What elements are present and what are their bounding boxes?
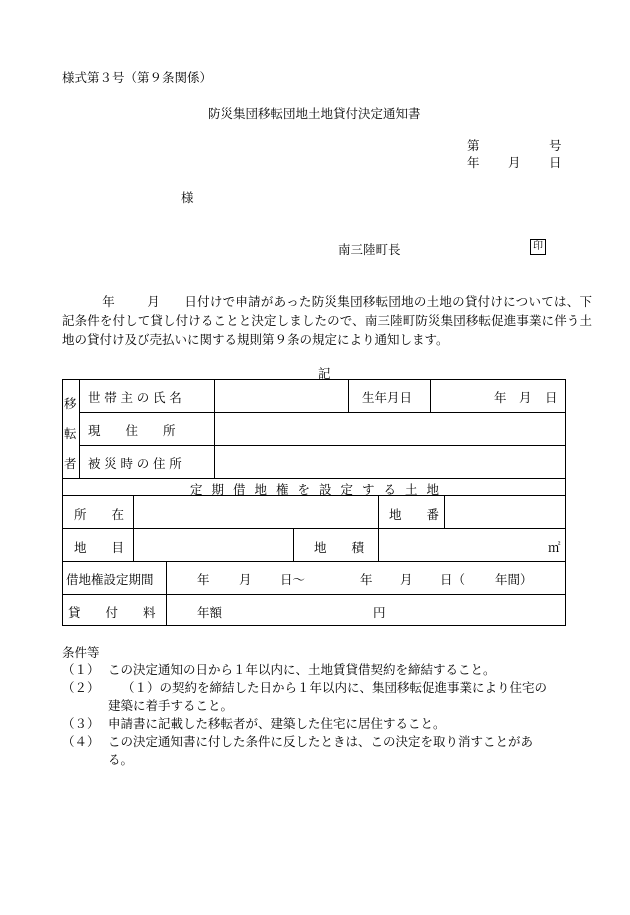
mover-label-3: 者 bbox=[64, 456, 77, 471]
conditions-header: 条件等 bbox=[62, 645, 100, 660]
form-number: 様式第３号（第９条関係） bbox=[62, 70, 213, 85]
period-end-day: 日（ bbox=[440, 572, 466, 587]
location-label: 所 在 bbox=[74, 507, 125, 522]
householder-name-label: 世帯主の氏名 bbox=[88, 390, 186, 405]
lot-number-label: 地 番 bbox=[389, 507, 440, 522]
body-text: 日付けで申請があった防災集団移転団地の土地の貸付けについては、下記条件を付して貸し付けることと決定しましたので、南三陸町防災集団移転促進事業に伴う土地の貸付け及び売払いに関する規則第９条の規定により通知します。 bbox=[62, 294, 592, 347]
birth-month: 月 bbox=[519, 390, 532, 405]
body-month: 月 bbox=[147, 294, 161, 309]
period-start-year: 年 bbox=[197, 572, 210, 587]
date-year: 年 bbox=[467, 155, 480, 170]
addressee-suffix: 様 bbox=[181, 190, 194, 205]
condition-item-4 bbox=[62, 733, 602, 769]
date-month: 月 bbox=[508, 155, 521, 170]
condition-number: （３） bbox=[62, 716, 100, 731]
condition-item-2 bbox=[62, 679, 602, 715]
rent-annual-label: 年額 bbox=[197, 605, 223, 620]
condition-number: （４） bbox=[62, 734, 100, 749]
condition-text: この決定通知書に付した条件に反したときは、この決定を取り消すことがあ bbox=[108, 734, 534, 749]
condition-item-3 bbox=[62, 715, 602, 733]
period-end-month: 月 bbox=[400, 572, 413, 587]
birth-year: 年 bbox=[494, 390, 507, 405]
condition-text-continued: 建築に着手すること。 bbox=[108, 698, 234, 713]
condition-item-1 bbox=[62, 661, 602, 679]
land-section-header: 定期借地権を設定する土地 bbox=[190, 482, 449, 497]
rent-yen: 円 bbox=[373, 605, 386, 620]
mover-label-1: 移 bbox=[64, 396, 77, 411]
period-end-year: 年 bbox=[360, 572, 373, 587]
birth-day: 日 bbox=[545, 390, 558, 405]
period-start-day: 日～ bbox=[280, 572, 306, 587]
doc-number-prefix: 第 bbox=[467, 138, 480, 153]
mover-label-2: 転 bbox=[64, 426, 77, 441]
body-year: 年 bbox=[102, 294, 116, 309]
issuer-name: 南三陸町長 bbox=[338, 242, 401, 257]
condition-text-continued: る。 bbox=[108, 752, 134, 767]
period-years: 年間） bbox=[495, 572, 533, 587]
condition-number: （２） bbox=[62, 680, 100, 695]
lease-period-label: 借地権設定期間 bbox=[66, 572, 154, 587]
area-unit: ㎡ bbox=[548, 540, 561, 555]
doc-number-suffix: 号 bbox=[549, 138, 562, 153]
ki-label: 記 bbox=[318, 366, 331, 381]
area-label: 地 積 bbox=[314, 540, 365, 555]
condition-text: 申請書に記載した移転者が、建築した住宅に居住すること。 bbox=[108, 716, 446, 731]
rent-label: 貸 付 料 bbox=[68, 605, 156, 620]
birth-date-label: 生年月日 bbox=[362, 390, 413, 405]
disaster-address-label: 被災時の住所 bbox=[88, 456, 186, 471]
condition-text: この決定通知の日から１年以内に、土地賃貸借契約を締結すること。 bbox=[108, 662, 496, 677]
seal-mark: 印 bbox=[530, 239, 546, 255]
condition-number: （１） bbox=[62, 662, 100, 677]
period-start-month: 月 bbox=[239, 572, 252, 587]
land-category-label: 地 目 bbox=[74, 540, 125, 555]
condition-text: （１）の契約を締結した日から１年以内に、集団移転促進事業により住宅の bbox=[122, 680, 548, 695]
document-title: 防災集団移転団地土地貸付決定通知書 bbox=[208, 106, 421, 121]
date-day: 日 bbox=[549, 155, 562, 170]
current-address-label: 現 住 所 bbox=[88, 423, 176, 438]
